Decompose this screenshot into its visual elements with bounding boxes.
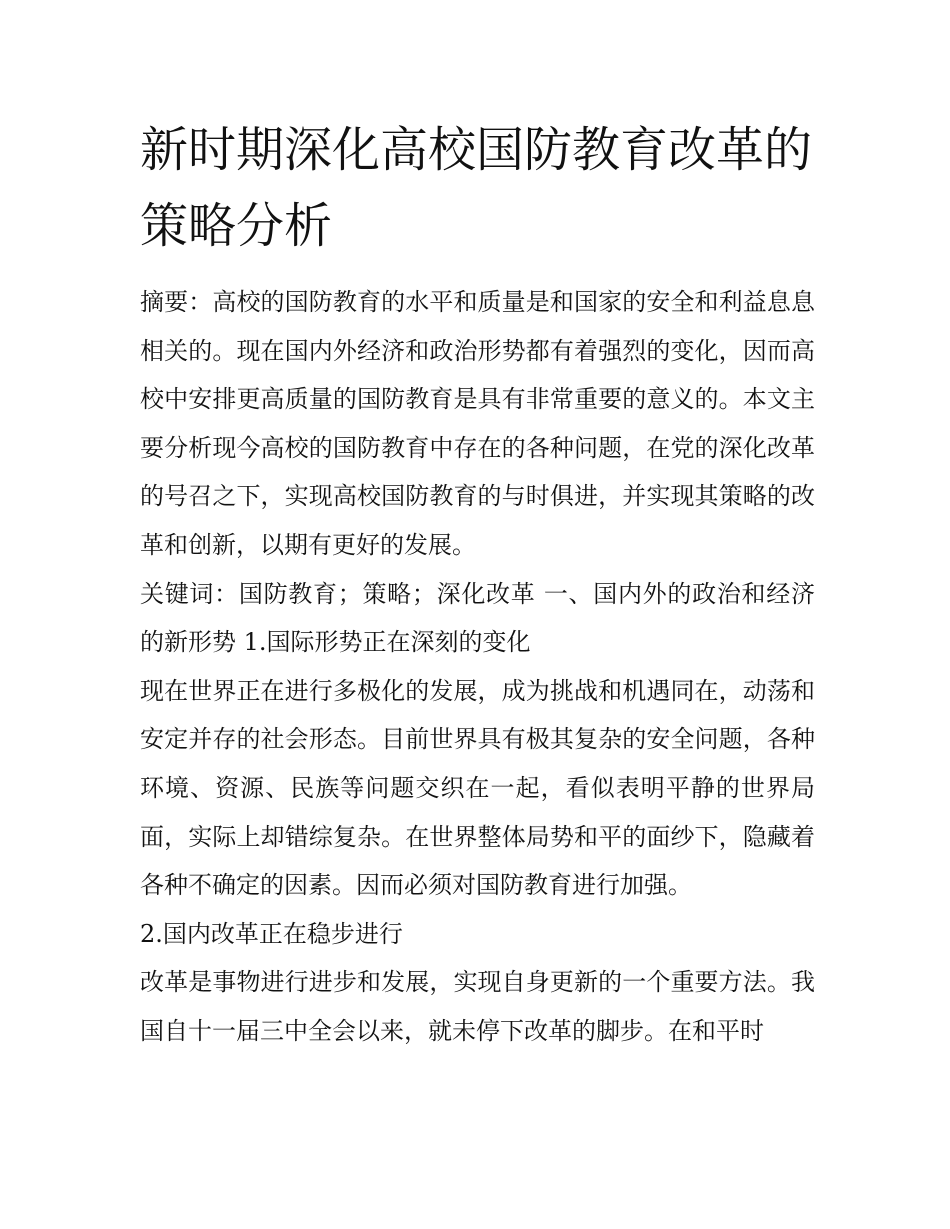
keywords-paragraph: 关键词：国防教育；策略；深化改革 一、国内外的政治和经济的新形势 1.国际形势正在深刻的变化 [140, 579, 815, 657]
document-title: 新时期深化高校国防教育改革的策略分析 [140, 122, 813, 254]
section-heading-domestic-reform: 2.国内改革正在稳步进行 [140, 919, 403, 948]
document-body [140, 278, 815, 1056]
international-situation-paragraph: 现在世界正在进行多极化的发展，成为挑战和机遇同在，动荡和安定并存的社会形态。目前世界具有极其复杂的安全问题，各种环境、资源、民族等问题交织在一起，看似表明平静的世界局面，实际上却错综复杂。在世界整体局势和平的面纱下，隐藏着各种不确定的因素。因而必须对国防教育进行加强。 [140, 676, 815, 900]
abstract-paragraph: 摘要：高校的国防教育的水平和质量是和国家的安全和利益息息相关的。现在国内外经济和政治形势都有着强烈的变化，因而高校中安排更高质量的国防教育是具有非常重要的意义的。本文主要分析现今高校的国防教育中存在的各种问题，在党的深化改革的号召之下，实现高校国防教育的与时俱进，并实现其策略的改革和创新，以期有更好的发展。 [140, 288, 815, 559]
domestic-reform-paragraph: 改革是事物进行进步和发展，实现自身更新的一个重要方法。我国自十一届三中全会以来，就未停下改革的脚步。在和平时 [140, 968, 815, 1045]
